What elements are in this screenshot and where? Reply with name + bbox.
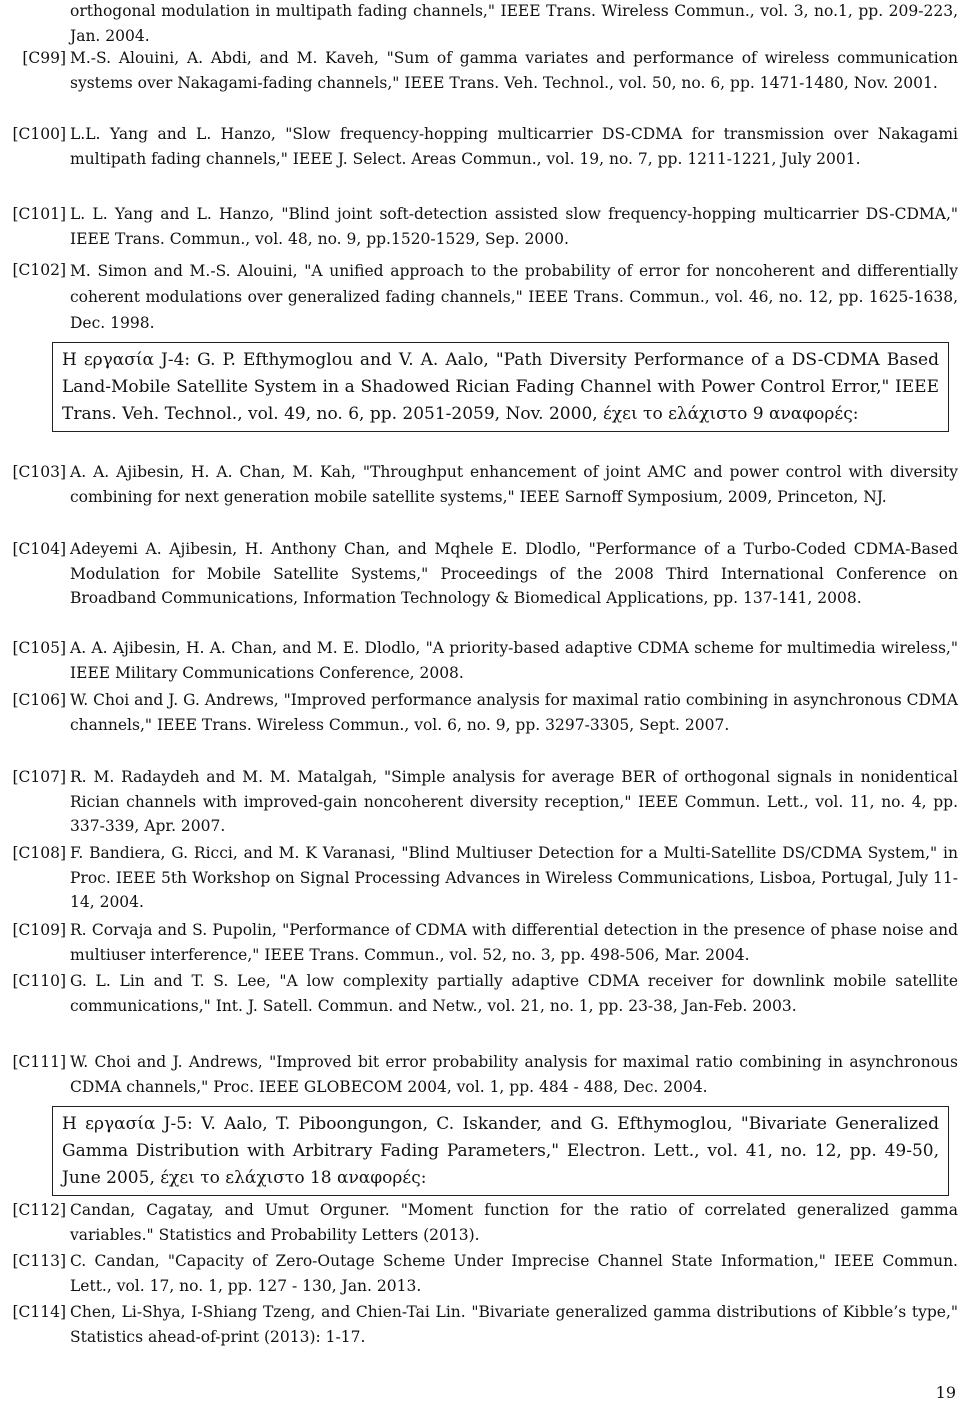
reference-label: [C99] <box>22 49 66 67</box>
reference-text: W. Choi and J. G. Andrews, "Improved performance analysis for maximal ratio combining in asynchronous CDMA channels," IEEE Trans. Wireless Commun., vol. 6, no. 9, pp. 3297-3305, Sept. 2007. <box>70 691 958 734</box>
reference-label: [C102] <box>12 261 66 279</box>
reference-label: [C103] <box>12 463 66 481</box>
reference-label: [C100] <box>12 125 66 143</box>
reference-label: [C111] <box>12 1053 66 1071</box>
reference-text: L.L. Yang and L. Hanzo, "Slow frequency-hopping multicarrier DS-CDMA for transmission over Nakagami multipath fading channels," IEEE J. Select. Areas Commun., vol. 19, no. 7, pp. 1211-1221, July 2001. <box>70 125 958 168</box>
cited-work-box-j5: Η εργασία J-5: V. Aalo, T. Piboongungon, C. Iskander, and G. Efthymoglou, "Bivariate Generalized Gamma Distribution with Arbitrary Fading Parameters," Electron. Lett., vol. 41, no. 12, pp. 49-50, June 2005, έχει το ελάχιστο 18 αναφορές: <box>52 1106 949 1196</box>
reference-label: [C107] <box>12 768 66 786</box>
reference-text: M. Simon and M.-S. Alouini, "A unified approach to the probability of error for noncoherent and differentially coherent modulations over generalized fading channels," IEEE Trans. Commun., vol. 46, no. 12, pp. 1625-1638, Dec. 1998. <box>70 262 958 332</box>
reference-text: Candan, Cagatay, and Umut Orguner. "Moment function for the ratio of correlated generalized gamma variables." Statistics and Probability Letters (2013). <box>70 1201 958 1244</box>
reference-text: A. A. Ajibesin, H. A. Chan, and M. E. Dlodlo, "A priority-based adaptive CDMA scheme for multimedia wireless," IEEE Military Communications Conference, 2008. <box>70 639 958 682</box>
reference-label: [C109] <box>12 921 66 939</box>
reference-label: [C108] <box>12 844 66 862</box>
reference-text: M.-S. Alouini, A. Abdi, and M. Kaveh, "Sum of gamma variates and performance of wireless communication systems over Nakagami-fading channels," IEEE Trans. Veh. Technol., vol. 50, no. 6, pp. 1471-1480, Nov. 2001. <box>70 49 958 92</box>
reference-text: A. A. Ajibesin, H. A. Chan, M. Kah, "Throughput enhancement of joint AMC and power control with diversity combining for next generation mobile satellite systems," IEEE Sarnoff Symposium, 2009, Princeton, NJ. <box>70 463 958 506</box>
page-number: 19 <box>935 1383 956 1402</box>
reference-text: C. Candan, "Capacity of Zero-Outage Scheme Under Imprecise Channel State Information," IEEE Commun. Lett., vol. 17, no. 1, pp. 127 - 130, Jan. 2013. <box>70 1252 958 1295</box>
reference-text: R. Corvaja and S. Pupolin, "Performance of CDMA with differential detection in the presence of phase noise and multiuser interference," IEEE Trans. Commun., vol. 52, no. 3, pp. 498-506, Mar. 2004. <box>70 921 958 964</box>
reference-label: [C101] <box>12 205 66 223</box>
reference-text: Adeyemi A. Ajibesin, H. Anthony Chan, and Mqhele E. Dlodlo, "Performance of a Turbo-Coded CDMA-Based Modulation for Mobile Satellite Systems," Proceedings of the 2008 Third International Conference on Broadband Communications, Information Technology & Biomedical Applications, pp. 137-141, 2008. <box>70 540 958 607</box>
reference-text: L. L. Yang and L. Hanzo, "Blind joint soft-detection assisted slow frequency-hopping multicarrier DS-CDMA," IEEE Trans. Commun., vol. 48, no. 9, pp.1520-1529, Sep. 2000. <box>70 205 958 248</box>
reference-label: [C113] <box>12 1252 66 1270</box>
reference-label: [C104] <box>12 540 66 558</box>
reference-text: orthogonal modulation in multipath fading channels," IEEE Trans. Wireless Commun., vol. 3, no.1, pp. 209-223, Jan. 2004. <box>70 2 958 45</box>
reference-text: W. Choi and J. Andrews, "Improved bit error probability analysis for maximal ratio combining in asynchronous CDMA channels," Proc. IEEE GLOBECOM 2004, vol. 1, pp. 484 - 488, Dec. 2004. <box>70 1053 958 1096</box>
reference-text: Chen, Li-Shya, I-Shiang Tzeng, and Chien-Tai Lin. "Bivariate generalized gamma distributions of Kibble’s type," Statistics ahead-of-print (2013): 1-17. <box>70 1303 958 1346</box>
reference-text: G. L. Lin and T. S. Lee, "A low complexity partially adaptive CDMA receiver for downlink mobile satellite communications," Int. J. Satell. Commun. and Netw., vol. 21, no. 1, pp. 23-38, Jan-Feb. 2003. <box>70 972 958 1015</box>
cited-work-box-j4: Η εργασία J-4: G. P. Efthymoglou and V. A. Aalo, "Path Diversity Performance of a DS-CDMA Based Land-Mobile Satellite System in a Shadowed Rician Fading Channel with Power Control Error," IEEE Trans. Veh. Technol., vol. 49, no. 6, pp. 2051-2059, Nov. 2000, έχει το ελάχιστο 9 αναφορές: <box>52 342 949 432</box>
reference-label: [C105] <box>12 639 66 657</box>
reference-label: [C112] <box>12 1201 66 1219</box>
reference-text: F. Bandiera, G. Ricci, and M. K Varanasi, "Blind Multiuser Detection for a Multi-Satellite DS/CDMA System," in Proc. IEEE 5th Workshop on Signal Processing Advances in Wireless Communications, Lisboa, Portugal, July 11-14, 2004. <box>70 844 958 911</box>
reference-label: [C114] <box>12 1303 66 1321</box>
reference-text: R. M. Radaydeh and M. M. Matalgah, "Simple analysis for average BER of orthogonal signals in nonidentical Rician channels with improved-gain noncoherent diversity reception," IEEE Commun. Lett., vol. 11, no. 4, pp. 337-339, Apr. 2007. <box>70 768 958 835</box>
reference-label: [C110] <box>12 972 66 990</box>
reference-label: [C106] <box>12 691 66 709</box>
